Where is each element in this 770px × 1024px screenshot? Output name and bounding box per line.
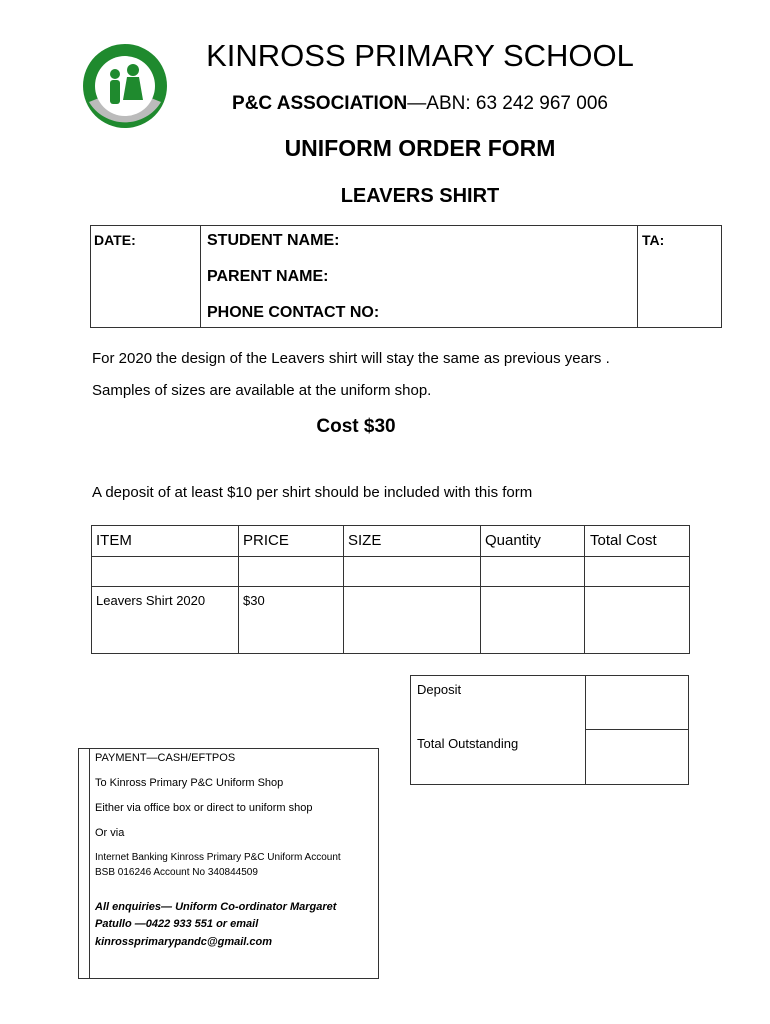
info-box (90, 225, 722, 328)
coordinator-phone: Patullo —0422 933 551 or email (95, 918, 259, 930)
size-input[interactable] (344, 587, 479, 653)
form-subtitle: LEAVERS SHIRT (340, 185, 500, 207)
date-field[interactable]: DATE: (94, 232, 136, 248)
divider (200, 225, 201, 328)
form-title: UNIFORM ORDER FORM (284, 135, 556, 161)
item-name: Leavers Shirt 2020 (96, 593, 206, 608)
total-cost-input[interactable] (585, 587, 689, 653)
col-divider (238, 525, 239, 654)
school-name: KINROSS PRIMARY SCHOOL (206, 38, 634, 73)
deposit-label: Deposit (417, 682, 462, 697)
payment-or: Or via (95, 827, 125, 839)
deposit-input[interactable] (586, 676, 688, 728)
association-name: P&C ASSOCIATION (232, 93, 408, 114)
ta-field[interactable]: TA: (642, 232, 665, 248)
deposit-note: A deposit of at least $10 per shirt should be included with this form (92, 484, 533, 501)
enquiries-line: All enquiries— Uniform Co-ordinator Margaret (95, 901, 337, 913)
quantity-input[interactable] (481, 587, 583, 653)
student-name-field[interactable]: STUDENT NAME: (207, 232, 340, 249)
payment-where: Either via office box or direct to uniform shop (95, 802, 313, 814)
parent-name-field[interactable]: PARENT NAME: (207, 268, 329, 285)
outstanding-input[interactable] (586, 730, 688, 784)
phone-field[interactable]: PHONE CONTACT NO: (207, 304, 380, 321)
item-price: $30 (243, 593, 265, 608)
header-total-cost: Total Cost (590, 532, 657, 549)
banking-details: Internet Banking Kinross Primary P&C Uniform Account (95, 852, 341, 863)
samples-note: Samples of sizes are available at the uniform shop. (92, 382, 432, 399)
bsb-account: BSB 016246 Account No 340844509 (95, 867, 258, 878)
payment-method: PAYMENT—CASH/EFTPOS (95, 752, 236, 764)
header-quantity: Quantity (485, 532, 541, 549)
divider (89, 748, 90, 979)
row-divider (91, 556, 690, 557)
header-item: ITEM (96, 532, 132, 549)
cost: Cost $30 (316, 416, 396, 437)
design-note: For 2020 the design of the Leavers shirt will stay the same as previous years . (92, 350, 610, 367)
outstanding-label: Total Outstanding (417, 736, 519, 751)
header-price: PRICE (243, 532, 289, 549)
payment-to: To Kinross Primary P&C Uniform Shop (95, 777, 284, 789)
divider (637, 225, 638, 328)
association-line (0, 93, 770, 115)
header-size: SIZE (348, 532, 382, 549)
contact-email[interactable]: kinrossprimarypandc@gmail.com (95, 936, 273, 948)
abn: —ABN: 63 242 967 006 (407, 93, 608, 114)
